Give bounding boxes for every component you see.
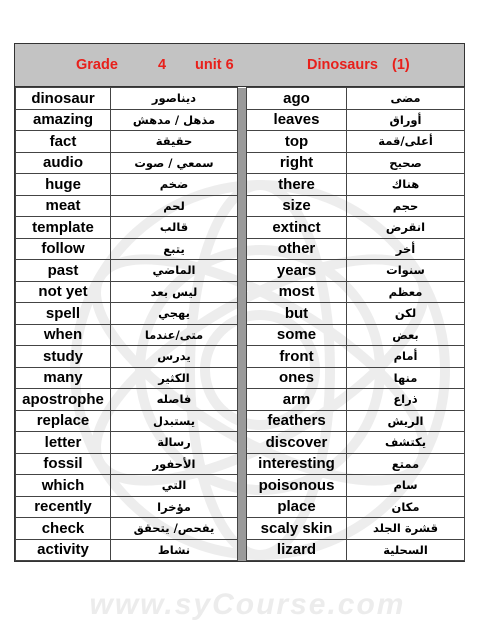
column-divider bbox=[238, 303, 247, 325]
word-left-english: letter bbox=[16, 432, 111, 454]
word-right-arabic: ممتع bbox=[347, 453, 465, 475]
word-right-english: other bbox=[247, 238, 347, 260]
word-right-arabic: حجم bbox=[347, 195, 465, 217]
word-right-english: extinct bbox=[247, 217, 347, 239]
word-right-english: years bbox=[247, 260, 347, 282]
word-right-arabic: أمام bbox=[347, 346, 465, 368]
table-row bbox=[16, 453, 465, 475]
word-left-arabic: مؤخرا bbox=[111, 496, 238, 518]
word-right-english: front bbox=[247, 346, 347, 368]
word-left-english: apostrophe bbox=[16, 389, 111, 411]
word-left-arabic: لحم bbox=[111, 195, 238, 217]
sheet-header bbox=[15, 44, 464, 87]
word-right-english: arm bbox=[247, 389, 347, 411]
word-left-english: recently bbox=[16, 496, 111, 518]
column-divider bbox=[238, 453, 247, 475]
column-divider bbox=[238, 518, 247, 540]
word-right-english: scaly skin bbox=[247, 518, 347, 540]
word-right-english: right bbox=[247, 152, 347, 174]
table-row bbox=[16, 367, 465, 389]
word-right-english: place bbox=[247, 496, 347, 518]
word-left-english: meat bbox=[16, 195, 111, 217]
column-divider bbox=[238, 281, 247, 303]
table-row bbox=[16, 131, 465, 153]
word-right-arabic: يكتشف bbox=[347, 432, 465, 454]
word-left-english: dinosaur bbox=[16, 88, 111, 110]
table-row bbox=[16, 88, 465, 110]
part-label: (1) bbox=[392, 57, 410, 73]
word-right-arabic: الريش bbox=[347, 410, 465, 432]
table-row bbox=[16, 324, 465, 346]
word-left-arabic: نشاط bbox=[111, 539, 238, 561]
word-left-english: fossil bbox=[16, 453, 111, 475]
word-left-arabic: ليس بعد bbox=[111, 281, 238, 303]
table-row bbox=[16, 281, 465, 303]
word-right-arabic: أخر bbox=[347, 238, 465, 260]
column-divider bbox=[238, 346, 247, 368]
word-right-arabic: صحيح bbox=[347, 152, 465, 174]
word-left-arabic: قالب bbox=[111, 217, 238, 239]
word-right-arabic: السحلية bbox=[347, 539, 465, 561]
table-row bbox=[16, 410, 465, 432]
word-right-arabic: منها bbox=[347, 367, 465, 389]
column-divider bbox=[238, 367, 247, 389]
word-left-english: fact bbox=[16, 131, 111, 153]
word-left-english: check bbox=[16, 518, 111, 540]
word-left-arabic: الماضي bbox=[111, 260, 238, 282]
word-left-arabic: الكثير bbox=[111, 367, 238, 389]
word-left-arabic: يتبع bbox=[111, 238, 238, 260]
word-left-arabic: يدرس bbox=[111, 346, 238, 368]
word-right-arabic: هناك bbox=[347, 174, 465, 196]
word-left-english: study bbox=[16, 346, 111, 368]
word-left-arabic: التي bbox=[111, 475, 238, 497]
column-divider bbox=[238, 152, 247, 174]
word-right-english: size bbox=[247, 195, 347, 217]
column-divider bbox=[238, 432, 247, 454]
word-left-arabic: سمعي / صوت bbox=[111, 152, 238, 174]
word-left-english: many bbox=[16, 367, 111, 389]
word-right-english: discover bbox=[247, 432, 347, 454]
table-row bbox=[16, 195, 465, 217]
word-right-arabic: ذراع bbox=[347, 389, 465, 411]
table-row bbox=[16, 109, 465, 131]
word-left-arabic: حقيقة bbox=[111, 131, 238, 153]
word-left-arabic: يفحص/ يتحقق bbox=[111, 518, 238, 540]
column-divider bbox=[238, 539, 247, 561]
table-row bbox=[16, 217, 465, 239]
word-right-english: there bbox=[247, 174, 347, 196]
word-left-english: follow bbox=[16, 238, 111, 260]
column-divider bbox=[238, 217, 247, 239]
table-row bbox=[16, 260, 465, 282]
word-left-english: spell bbox=[16, 303, 111, 325]
column-divider bbox=[238, 389, 247, 411]
word-right-arabic: أعلى/قمة bbox=[347, 131, 465, 153]
word-right-english: some bbox=[247, 324, 347, 346]
table-row bbox=[16, 475, 465, 497]
column-divider bbox=[238, 238, 247, 260]
word-right-english: most bbox=[247, 281, 347, 303]
word-left-arabic: مذهل / مدهش bbox=[111, 109, 238, 131]
grade-label: Grade bbox=[76, 57, 118, 73]
word-left-english: activity bbox=[16, 539, 111, 561]
table-row bbox=[16, 432, 465, 454]
word-left-arabic: ديناصور bbox=[111, 88, 238, 110]
word-right-english: poisonous bbox=[247, 475, 347, 497]
word-left-arabic: فاصله bbox=[111, 389, 238, 411]
word-left-english: audio bbox=[16, 152, 111, 174]
table-row bbox=[16, 518, 465, 540]
column-divider bbox=[238, 410, 247, 432]
column-divider bbox=[238, 109, 247, 131]
word-right-english: leaves bbox=[247, 109, 347, 131]
table-row bbox=[16, 389, 465, 411]
vocabulary-sheet bbox=[14, 43, 465, 562]
word-left-english: when bbox=[16, 324, 111, 346]
word-right-english: interesting bbox=[247, 453, 347, 475]
column-divider bbox=[238, 174, 247, 196]
word-left-arabic: رسالة bbox=[111, 432, 238, 454]
column-divider bbox=[238, 475, 247, 497]
word-right-arabic: بعض bbox=[347, 324, 465, 346]
word-left-arabic: يستبدل bbox=[111, 410, 238, 432]
word-left-english: past bbox=[16, 260, 111, 282]
word-right-english: feathers bbox=[247, 410, 347, 432]
word-left-english: not yet bbox=[16, 281, 111, 303]
table-row bbox=[16, 346, 465, 368]
column-divider bbox=[238, 131, 247, 153]
word-left-arabic: يهجي bbox=[111, 303, 238, 325]
word-right-english: lizard bbox=[247, 539, 347, 561]
word-left-arabic: الأحفور bbox=[111, 453, 238, 475]
word-right-arabic: لكن bbox=[347, 303, 465, 325]
table-row bbox=[16, 238, 465, 260]
watermark-site-text: www.syCourse.com bbox=[89, 588, 406, 621]
word-left-english: replace bbox=[16, 410, 111, 432]
table-row bbox=[16, 152, 465, 174]
vocabulary-table bbox=[15, 87, 465, 561]
word-left-arabic: ضخم bbox=[111, 174, 238, 196]
word-right-arabic: معظم bbox=[347, 281, 465, 303]
word-right-english: ones bbox=[247, 367, 347, 389]
word-right-english: but bbox=[247, 303, 347, 325]
word-right-arabic: مكان bbox=[347, 496, 465, 518]
word-left-arabic: متى/عندما bbox=[111, 324, 238, 346]
word-right-arabic: انقرض bbox=[347, 217, 465, 239]
word-right-english: ago bbox=[247, 88, 347, 110]
unit-label: unit 6 bbox=[195, 57, 234, 73]
word-right-arabic: سنوات bbox=[347, 260, 465, 282]
word-right-arabic: سام bbox=[347, 475, 465, 497]
table-row bbox=[16, 539, 465, 561]
word-left-english: amazing bbox=[16, 109, 111, 131]
column-divider bbox=[238, 496, 247, 518]
grade-number: 4 bbox=[158, 57, 167, 73]
word-left-english: huge bbox=[16, 174, 111, 196]
word-right-arabic: مضى bbox=[347, 88, 465, 110]
topic-title: Dinosaurs bbox=[307, 57, 378, 73]
word-left-english: which bbox=[16, 475, 111, 497]
column-divider bbox=[238, 324, 247, 346]
column-divider bbox=[238, 195, 247, 217]
column-divider bbox=[238, 88, 247, 110]
word-right-arabic: أوراق bbox=[347, 109, 465, 131]
word-right-arabic: قشرة الجلد bbox=[347, 518, 465, 540]
word-right-english: top bbox=[247, 131, 347, 153]
table-row bbox=[16, 496, 465, 518]
table-row bbox=[16, 303, 465, 325]
table-row bbox=[16, 174, 465, 196]
word-left-english: template bbox=[16, 217, 111, 239]
column-divider bbox=[238, 260, 247, 282]
